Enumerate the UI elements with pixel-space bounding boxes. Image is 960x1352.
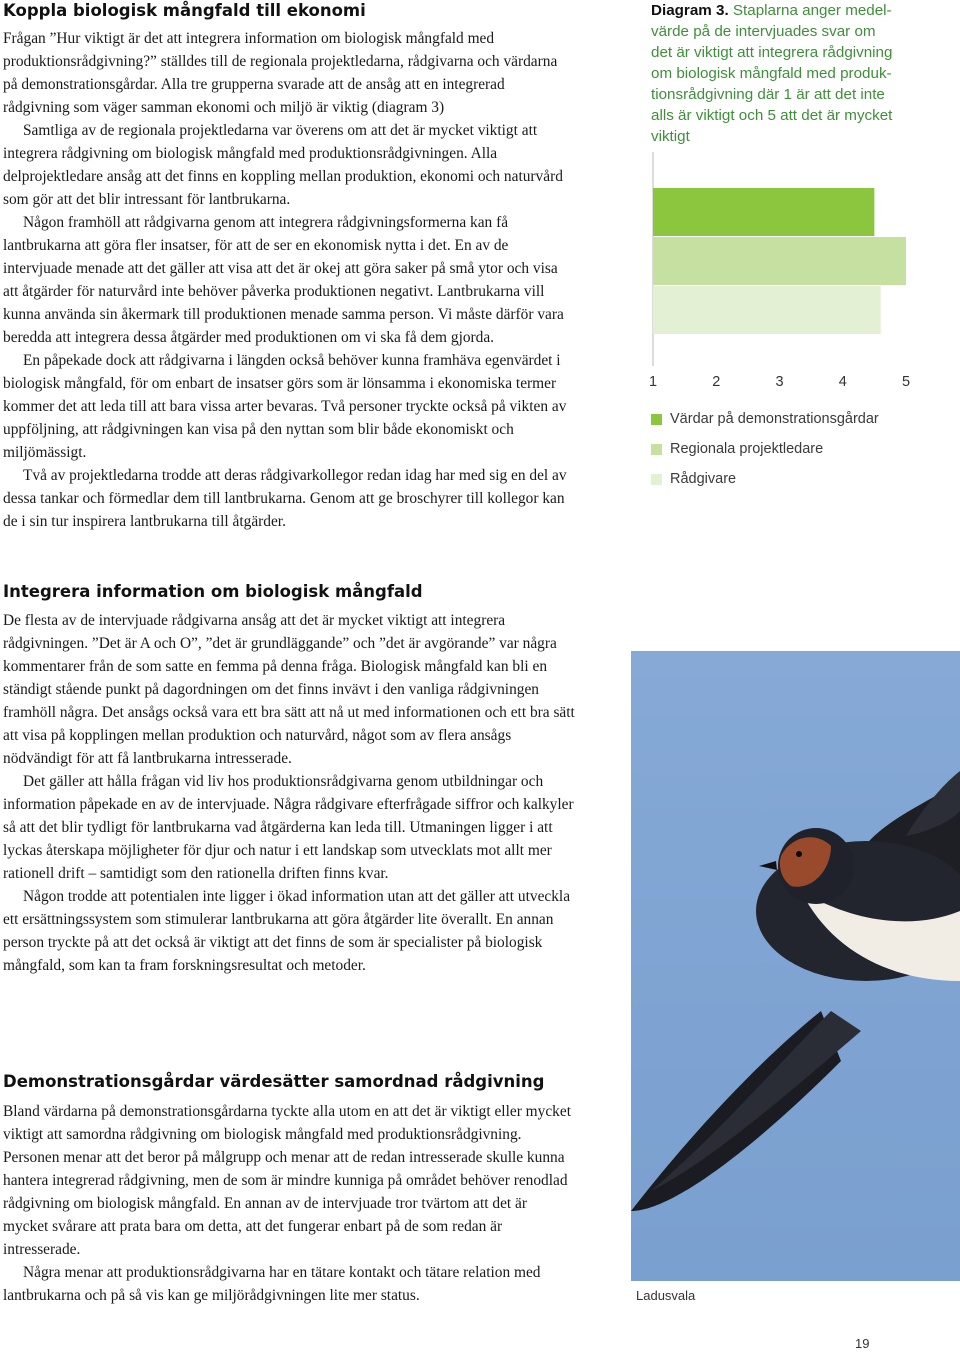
- section-heading-ekonomi: Koppla biologisk mångfald till ekonomi: [3, 1, 366, 20]
- paragraph: Bland värdarna på demonstrationsgårdarna tyckte alla utom en att det är viktigt eller mycket viktigt att samordna rådgivning om biologisk mångfald med produktionsrådgivning. Personen menar att det beror på målgrupp och menar att de redan intresserade skulle kunna hantera integrerad rådgivning, men de som är mindre kunniga på området behöver renodlad rådgivning om biologisk mångfald. En annan av de intervjuade tror tvärtom att det är mycket svårare att prata bara om detta, att det fungerar enbart på de som redan är intresserade.: [3, 1103, 571, 1258]
- x-tick-label: 3: [775, 374, 784, 390]
- x-tick-label: 1: [648, 374, 658, 390]
- section-body-demonstrationsgardar: [3, 1100, 575, 1307]
- legend-label: Regionala projektledare: [670, 441, 824, 457]
- legend-swatch: [651, 444, 662, 455]
- legend-item: [651, 404, 879, 434]
- swallow-illustration: [631, 651, 960, 1281]
- diagram-caption-lead: Diagram 3.: [651, 2, 729, 19]
- bar-3: [653, 286, 881, 334]
- photo-caption: Ladusvala: [636, 1288, 696, 1303]
- diagram-sidebar: [651, 0, 951, 147]
- paragraph: Några menar att produktionsrådgivarna har en tätare kontakt och tätare relation med lantbrukarna och på så vis kan ge miljörådgivningen lite mer status.: [3, 1264, 541, 1304]
- legend-swatch: [651, 414, 662, 425]
- paragraph: Samtliga av de regionala projektledarna var överens om att det är mycket viktigt att integrera rådgivning om biologisk mångfald med produktionsrådgivningen. Alla delprojektledare ansåg att det finns en koppling mellan produktion, ekonomi och naturvård som gör att det blir intressant för lantbrukarna.: [3, 122, 563, 208]
- paragraph: Det gäller att hålla frågan vid liv hos produktionsrådgivarna genom utbildningar och information påpekade en av de intervjuade. Några rådgivare efterfrågade siffror och kalkyler så att det blir tydligt för lantbrukarna vad åtgärderna kan leda till. Utmaningen ligger i att lyckas återskapa möjligheter för djur och natur i ett landskap som utvecklats mot allt mer rationell drift – samtidigt som den rationella driften finns kvar.: [3, 773, 574, 882]
- section-heading-integrera: Integrera information om biologisk mångfald: [3, 582, 423, 601]
- paragraph: Någon framhöll att rådgivarna genom att integrera rådgivningsformerna kan få lantbrukarna att göra fler insatser, för att de ser en ekonomisk nytta i det. En av de intervjuade menade att det gäller att visa att det är okej att göra saker på små ytor och visa att åtgärder för naturvård inte behöver påverka produktionen negativt. Lantbrukarna vill kunna använda sin åkermark till produktionen menade samma person. Vi måste därför vara beredda att integrera dessa åtgärder med produktionen om vi ska få dem gjorda.: [3, 214, 564, 346]
- section-body-ekonomi: [3, 27, 575, 533]
- bar-2: [653, 237, 906, 285]
- swallow-photo: [631, 651, 960, 1281]
- bar-chart: [645, 150, 945, 395]
- x-tick-label: 5: [901, 374, 911, 390]
- legend-label: Rådgivare: [670, 471, 737, 487]
- page-number: 19: [855, 1336, 870, 1351]
- diagram-caption-line: tionsrådgivning där 1 är att det inte: [651, 86, 885, 103]
- legend-item: [651, 464, 879, 494]
- diagram-caption-line: det är viktigt att integrera rådgivning: [651, 44, 893, 61]
- diagram-caption-line: Staplarna anger medel-: [728, 2, 892, 19]
- diagram-caption-line: viktigt: [651, 128, 690, 145]
- diagram-caption-line: om biologisk mångfald med produk-: [651, 65, 892, 82]
- legend-item: [651, 434, 879, 464]
- legend-swatch: [651, 474, 662, 485]
- diagram-caption: [651, 0, 951, 147]
- diagram-caption-line: värde på de intervjuades svar om: [651, 23, 876, 40]
- paragraph: Någon trodde att potentialen inte ligger i ökad information utan att det gäller att utveckla ett ersättningssystem som stimulerar lantbrukarna att göra åtgärder lite överallt. En annan person tryckte på att det också är viktigt att det finns de som är specialister på biologisk mångfald, som kan ta fram forskningsresultat och metoder.: [3, 888, 571, 974]
- paragraph: Frågan ”Hur viktigt är det att integrera information om biologisk mångfald med produktionsrådgivning?” ställdes till de regionala projektledarna, rådgivarna och värdarna på demonstrationsgårdar. Alla tre grupperna svarade att de ansåg att en integrerad rådgivning som väger samman ekonomi och miljö är viktig (diagram 3): [3, 30, 558, 116]
- paragraph: Två av projektledarna trodde att deras rådgivarkollegor redan idag har med sig en del av dessa tankar och förmedlar dem till lantbrukarna. Genom att ge broschyrer till kollegor kan de i sin tur inspirera lantbrukarna till åtgärder.: [3, 467, 567, 530]
- paragraph: En påpekade dock att rådgivarna i längden också behöver kunna framhäva egenvärdet i biologisk mångfald, för om enbart de insatser görs som är lönsamma i ekonomiska termer kommer det att leda till att bara vissa arter bevaras. Två personer tryckte också på vikten av uppföljning, att rådgivningen kan visa på den nyttan som blir både ekonomiskt och miljömässigt.: [3, 352, 567, 461]
- diagram-caption-line: alls är viktigt och 5 att det är mycket: [651, 107, 893, 124]
- x-tick-label: 4: [838, 374, 847, 390]
- chart-legend: [651, 404, 879, 494]
- section-heading-demonstrationsgardar: Demonstrationsgårdar värdesätter samordnad rådgivning: [3, 1072, 545, 1091]
- legend-label: Värdar på demonstrationsgårdar: [670, 411, 879, 427]
- section-body-integrera: [3, 609, 575, 977]
- paragraph: De flesta av de intervjuade rådgivarna ansåg att det är mycket viktigt att integrera rådgivningen. ”Det är A och O”, ”det är grundläggande” och ”det är avgörande” var några kommentarer från de som satte en femma på denna fråga. Biologisk mångfald kan bli en ständigt stående punkt på dagordningen om det finns invävt i den vanliga rådgivningen framhöll några. Det ansågs också vara ett bra sätt att nå ut med informationen och ett bra sätt att visa på kopplingen mellan produktion och naturvård, något som av flera ansågs nödvändigt för att få lantbrukarna intresserade.: [3, 612, 575, 767]
- bar-1: [653, 188, 874, 236]
- x-tick-label: 2: [712, 374, 721, 390]
